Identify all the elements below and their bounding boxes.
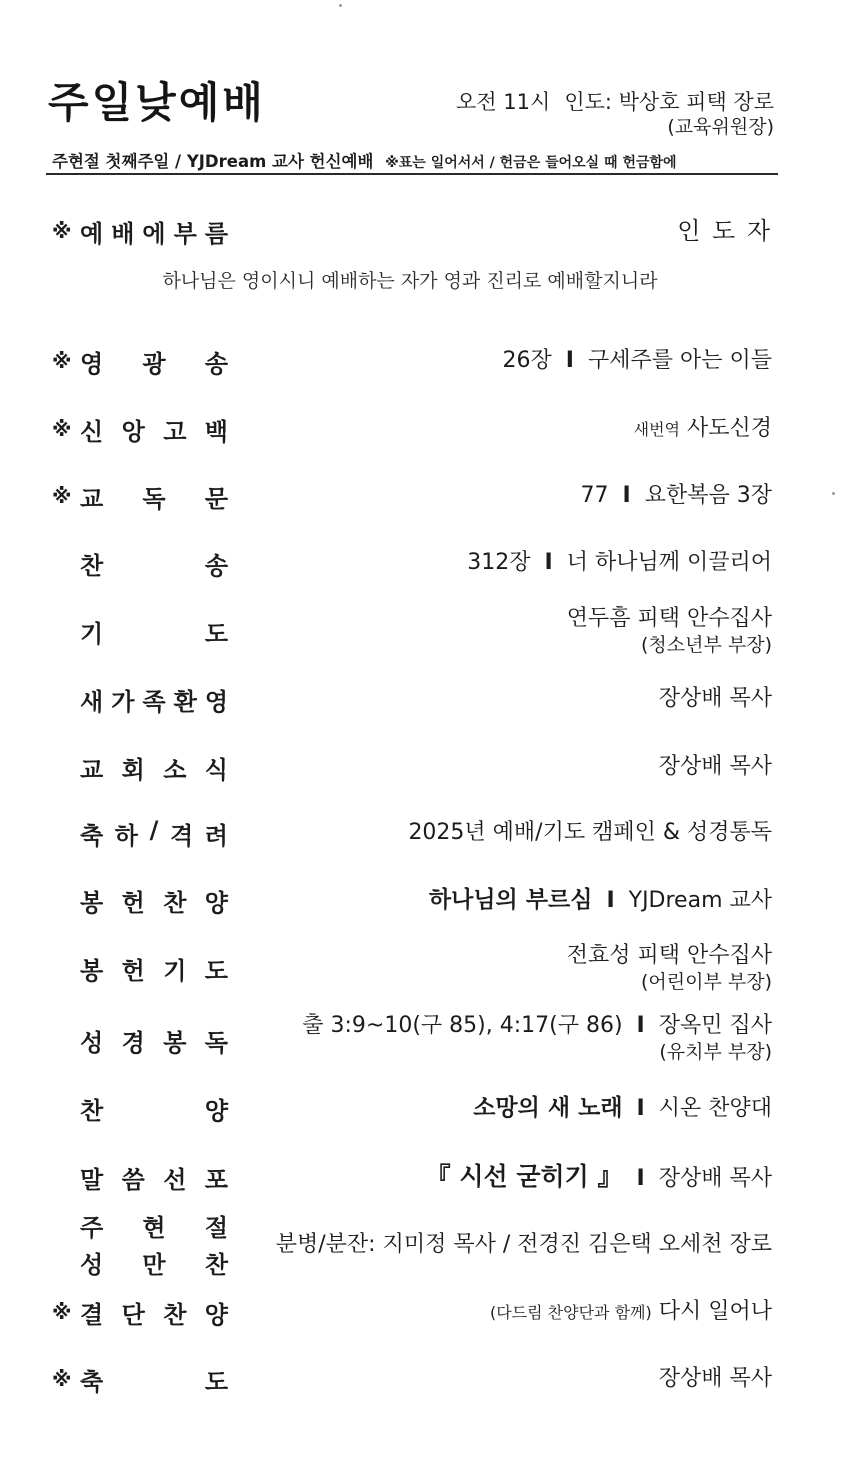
label-char: 도: [204, 1367, 228, 1396]
label-char: 에: [142, 219, 166, 248]
order-label: [52, 815, 232, 850]
label-char: /: [149, 815, 159, 844]
label-chars: [80, 1208, 228, 1243]
order-label: [52, 953, 232, 983]
label-char: 찬: [163, 1300, 187, 1329]
order-label: [52, 548, 232, 578]
order-content: [490, 1297, 772, 1328]
person-role: (청소년부 부장): [641, 634, 772, 656]
label-char: 름: [204, 219, 228, 248]
separator: I: [622, 483, 631, 508]
page-title: 주일낮예배: [48, 78, 266, 127]
label-char: 씀: [121, 1165, 145, 1194]
order-label: [52, 216, 232, 246]
order-content: [581, 481, 772, 511]
separator: I: [606, 888, 615, 913]
label-chars: [80, 214, 232, 249]
scan-speck: [832, 492, 835, 495]
label-char: 찬: [163, 888, 187, 917]
reading-title: 요한복음 3장: [644, 483, 772, 508]
label-chars: [80, 1362, 232, 1397]
separator: I: [636, 1096, 645, 1121]
standing-mark: ※: [52, 349, 72, 373]
label-char: 하: [114, 821, 138, 850]
label-char: 헌: [121, 956, 145, 985]
order-content: 장상배 목사: [658, 754, 772, 779]
label-char: 회: [121, 755, 145, 784]
label-chars: [80, 412, 232, 447]
order-content: 인 도 자: [677, 217, 772, 245]
service-leader: 인도: 박상호 피택 장로: [564, 90, 774, 114]
standing-mark: ※: [52, 484, 72, 508]
order-label: [52, 1093, 232, 1123]
label-char: 기: [163, 956, 187, 985]
label-chars: [80, 546, 232, 581]
label-chars: [80, 951, 232, 986]
label-char: 선: [163, 1165, 187, 1194]
label-chars: [80, 1091, 232, 1126]
label-chars: [80, 682, 232, 717]
label-chars: [80, 344, 232, 379]
label-chars: [80, 750, 232, 785]
separator: I: [544, 550, 553, 575]
label-char: 주: [80, 1214, 104, 1242]
performer: 시온 찬양대: [658, 1096, 772, 1121]
label-char: 신: [80, 417, 104, 446]
person-name: 장옥민 집사: [658, 1013, 772, 1038]
person-name: 연두흠 피택 안수집사: [566, 606, 772, 631]
reading-number: 77: [580, 483, 609, 508]
order-content: [467, 548, 772, 578]
label-char: 려: [204, 821, 228, 850]
label-char: 성: [80, 1028, 104, 1057]
label-char: 영: [204, 687, 228, 716]
standing-mark: ※: [52, 1367, 72, 1391]
label-char: 도: [204, 619, 228, 648]
label-char: 교: [80, 484, 104, 513]
separator: I: [565, 348, 574, 373]
label-chars: [80, 479, 232, 514]
label-chars: [80, 816, 232, 851]
label-char: 영: [80, 349, 104, 378]
sermon-title: 『 시선 굳히기 』: [425, 1162, 623, 1191]
order-content: [426, 1162, 772, 1194]
label-char: 소: [163, 755, 187, 784]
scripture-reference: 출 3:9~10(구 85), 4:17(구 86): [302, 1013, 623, 1038]
person-name: 전효성 피택 안수집사: [566, 943, 772, 968]
service-subtitle: 주현절 첫째주일 / YJDream 교사 헌신예배: [52, 152, 374, 171]
label-char: 기: [80, 619, 104, 648]
label-char: 새: [80, 687, 104, 716]
label-char: 송: [204, 349, 228, 378]
hymn-title: 구세주를 아는 이들: [587, 348, 772, 373]
person-role: (유치부 부장): [659, 1041, 772, 1063]
label-chars: [80, 1245, 228, 1280]
label-char: 배: [111, 219, 135, 248]
label-char: 광: [142, 349, 166, 378]
label-char: 축: [80, 1367, 104, 1396]
scripture-verse: 하나님은 영이시니 예배하는 자가 영과 진리로 예배할지니라: [162, 270, 658, 292]
order-content: 장상배 목사: [658, 686, 772, 711]
label-char: 도: [204, 956, 228, 985]
label-char: 찬: [80, 1096, 104, 1125]
leader-role: (교육위원장): [667, 116, 774, 138]
label-char: 환: [173, 687, 197, 716]
hymn-number: 26장: [502, 348, 552, 373]
header-divider: [46, 173, 778, 175]
label-char: 봉: [80, 888, 104, 917]
label-char: 양: [204, 1300, 228, 1329]
order-label: [52, 1214, 232, 1279]
order-label: [52, 1297, 232, 1327]
order-label: [52, 616, 232, 646]
order-content: 분병/분잔: 지미정 목사 / 전경진 김은택 오세천 장로: [275, 1232, 772, 1257]
separator: I: [636, 1166, 645, 1191]
label-char: 성: [80, 1251, 104, 1279]
order-label: [52, 346, 232, 376]
label-stack: [80, 1208, 232, 1280]
creed-name: 사도신경: [686, 416, 772, 441]
order-content: [429, 885, 772, 916]
label-char: 가: [111, 687, 135, 716]
order-content: [567, 604, 772, 656]
label-char: 봉: [163, 1028, 187, 1057]
label-chars: [80, 1023, 232, 1058]
with-group-note: (다드림 찬양단과 함께): [489, 1303, 652, 1322]
service-time: 오전 11시: [456, 90, 551, 114]
label-char: 교: [80, 755, 104, 784]
separator: I: [636, 1013, 645, 1038]
order-label: [52, 1162, 232, 1192]
label-chars: [80, 883, 232, 918]
order-label: [52, 481, 232, 511]
standing-note: ※표는 일어서서 / 헌금은 들어오실 때 헌금함에: [385, 155, 677, 171]
order-content: [473, 1093, 772, 1124]
label-char: 식: [204, 755, 228, 784]
order-label: [52, 414, 232, 444]
label-char: 격: [169, 821, 194, 850]
label-char: 문: [204, 484, 228, 513]
standing-mark: ※: [52, 417, 72, 441]
label-char: 포: [204, 1165, 228, 1194]
label-char: 양: [204, 1096, 228, 1125]
order-content: [503, 346, 772, 376]
label-char: 찬: [204, 1251, 228, 1279]
order-content: [634, 414, 772, 445]
song-title: 소망의 새 노래: [473, 1095, 623, 1121]
standing-mark: ※: [52, 219, 72, 243]
label-char: 헌: [121, 888, 145, 917]
order-label: [52, 752, 232, 782]
label-chars: [80, 1295, 232, 1330]
label-char: 축: [80, 821, 104, 850]
label-char: 봉: [80, 956, 104, 985]
order-label: [52, 885, 232, 915]
label-char: 만: [142, 1251, 166, 1279]
standing-mark: ※: [52, 1300, 72, 1324]
label-char: 고: [163, 417, 187, 446]
label-char: 독: [204, 1028, 228, 1057]
translation-label: 새번역: [633, 420, 680, 439]
song-title: 하나님의 부르심: [428, 887, 593, 913]
label-char: 앙: [121, 417, 145, 446]
label-char: 독: [142, 484, 166, 513]
preacher: 장상배 목사: [658, 1166, 772, 1191]
label-chars: [80, 614, 232, 649]
order-label: [52, 1364, 232, 1394]
order-content: 장상배 목사: [658, 1366, 772, 1391]
performer: YJDream 교사: [628, 888, 772, 913]
order-label: [52, 1025, 232, 1055]
label-char: 절: [204, 1214, 228, 1242]
label-char: 송: [204, 551, 228, 580]
label-char: 경: [121, 1028, 145, 1057]
label-char: 말: [80, 1165, 104, 1194]
order-content: 2025년 예배/기도 캠페인 & 성경통독: [408, 820, 772, 845]
order-content: [302, 1011, 772, 1063]
label-char: 결: [80, 1300, 104, 1329]
order-content: [567, 941, 772, 993]
song-title: 다시 일어나: [658, 1299, 772, 1324]
label-char: 부: [173, 219, 197, 248]
person-role: (어린이부 부장): [641, 971, 772, 993]
label-char: 현: [142, 1214, 166, 1242]
label-char: 족: [142, 687, 166, 716]
label-chars: [80, 1160, 232, 1195]
label-char: 백: [204, 417, 228, 446]
label-char: 양: [204, 888, 228, 917]
service-subtitle-line: [52, 148, 677, 172]
label-char: 찬: [80, 551, 104, 580]
hymn-number: 312장: [467, 550, 531, 575]
label-char: 예: [80, 219, 104, 248]
hymn-title: 너 하나님께 이끌리어: [566, 550, 772, 575]
order-label: [52, 684, 232, 714]
scan-speck: [339, 4, 342, 7]
label-char: 단: [121, 1300, 145, 1329]
